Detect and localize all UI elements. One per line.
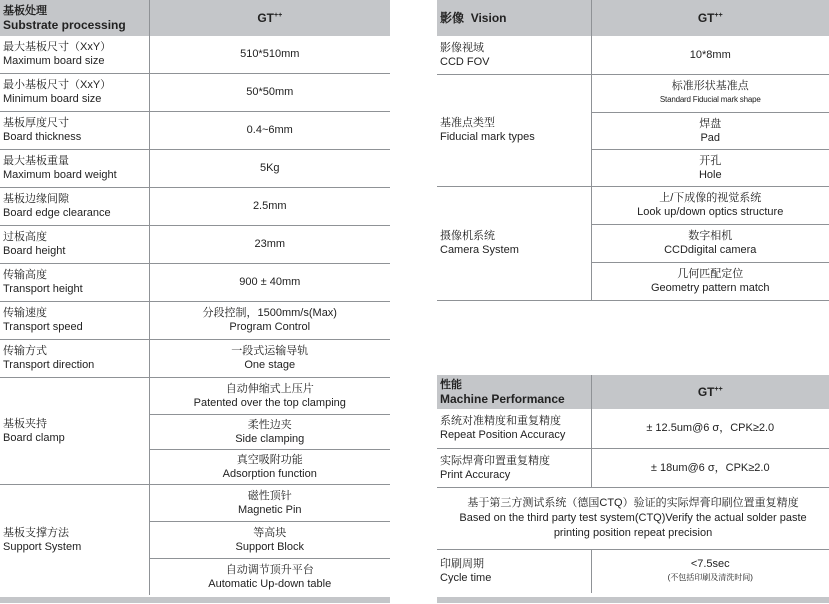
note-cn: 基于第三方测试系统（德国CTQ）验证的实际焊膏印刷位置重复精度 — [467, 496, 799, 509]
row-camera — [437, 186, 829, 224]
performance-header — [437, 375, 591, 409]
row-label-cn: 传输高度 — [3, 269, 47, 281]
row-fiducial — [437, 74, 829, 112]
row-value: ± 18um@6 σ，CPK≥2.0 — [591, 448, 829, 487]
row-board-clamp — [0, 377, 390, 414]
clamp-item-cn: 柔性边夹 — [247, 418, 292, 431]
row-value: 0.4~6mm — [149, 111, 390, 149]
vision-gt-header — [591, 0, 829, 36]
row-label-cn: 摄像机系统 — [440, 230, 495, 242]
row-transport-direction — [0, 339, 390, 377]
note-en: Based on the third party test system(CTQ)Verify the actual solder paste printing position repeat precision — [459, 511, 807, 539]
row-label-en: Repeat Position Accuracy — [440, 429, 566, 442]
gt-label: GT — [697, 11, 715, 25]
substrate-gt-header — [149, 0, 390, 36]
row-repeat-accuracy — [437, 409, 829, 448]
substrate-header-en: Substrate processing — [3, 18, 126, 32]
left-footer-bar — [0, 597, 390, 603]
row-value: 2.5mm — [149, 187, 390, 225]
fiducial-item-cn: 焊盘 — [699, 117, 722, 130]
row-label-en: Board clamp — [3, 431, 65, 444]
clamp-item-en: Adsorption function — [222, 467, 317, 480]
row-label-cn: 传输方式 — [3, 345, 47, 357]
row-value: ± 12.5um@6 σ，CPK≥2.0 — [591, 409, 829, 448]
row-ccd-fov — [437, 36, 829, 74]
row-label-cn: 系统对准精度和重复精度 — [440, 415, 561, 428]
vision-header — [437, 0, 591, 36]
clamp-item-cn: 自动伸缩式上压片 — [225, 382, 314, 395]
support-item-cn: 自动调节顶升平台 — [225, 563, 314, 576]
row-value: 23mm — [149, 225, 390, 263]
board-clamp-label — [0, 377, 149, 484]
row-min-board-size — [0, 73, 390, 111]
support-item-en: Support Block — [235, 540, 304, 553]
row-board-height — [0, 225, 390, 263]
row-label-en: Cycle time — [440, 572, 492, 585]
fiducial-item-cn: 标准形状基准点 — [671, 80, 749, 92]
performance-header-en: Machine Performance — [440, 392, 565, 406]
row-value: 900 ± 40mm — [149, 263, 390, 301]
substrate-header-cn: 基板处理 — [3, 5, 47, 17]
row-label-en: CCD FOV — [440, 55, 490, 68]
row-value-note: (不包括印刷及清洗时间) — [667, 573, 753, 583]
gt-sup: ++ — [273, 12, 283, 19]
row-label-en: Camera System — [440, 244, 519, 256]
row-label-en: Board thickness — [3, 131, 82, 143]
performance-table — [437, 375, 829, 593]
row-label-en: Maximum board size — [3, 55, 105, 68]
row-transport-speed — [0, 301, 390, 339]
clamp-item-en: Side clamping — [235, 432, 305, 445]
row-label-en: Support System — [3, 540, 82, 553]
camera-item-cn: 上/下成像的视觉系统 — [659, 192, 762, 204]
row-label-cn: 基板厚度尺寸 — [3, 117, 69, 129]
support-item-cn: 等高块 — [253, 526, 287, 539]
row-cycle-time — [437, 549, 829, 593]
vision-header-cn: 影像 — [440, 11, 465, 25]
row-label-cn: 印刷周期 — [440, 558, 484, 571]
fiducial-label — [437, 74, 591, 186]
row-value: 50*50mm — [149, 73, 390, 111]
fiducial-item-en: Standard Fiducial mark shape — [659, 95, 761, 104]
row-label-en: Transport direction — [3, 359, 95, 371]
row-label-cn: 影像视域 — [440, 41, 484, 54]
row-max-board-weight — [0, 149, 390, 187]
row-label-cn: 实际焊膏印置重复精度 — [440, 454, 550, 467]
row-value-en: One stage — [244, 359, 296, 371]
substrate-processing-table — [0, 0, 390, 595]
row-label-cn: 最大基板重量 — [3, 155, 69, 167]
camera-item-cn: 数字相机 — [688, 230, 733, 242]
row-label-en: Transport speed — [3, 321, 83, 333]
row-max-board-size — [0, 36, 390, 73]
row-label-en: Board height — [3, 245, 66, 257]
support-item-cn: 磁性顶针 — [247, 489, 292, 502]
vision-header-en: Vision — [470, 11, 507, 25]
row-transport-height — [0, 263, 390, 301]
substrate-header — [0, 0, 149, 36]
camera-item-en: CCDdigital camera — [664, 244, 757, 256]
row-value-en: Program Control — [229, 321, 311, 333]
gt-label: GT — [257, 11, 274, 25]
right-footer-bar — [437, 597, 829, 603]
row-label-cn: 最小基板尺寸（XxY） — [3, 79, 112, 91]
row-ctq-note — [437, 487, 829, 549]
fiducial-item-en: Pad — [700, 131, 721, 144]
clamp-item-en: Patented over the top clamping — [193, 396, 346, 409]
clamp-item-cn: 真空吸附功能 — [236, 453, 303, 466]
row-value: 510*510mm — [149, 36, 390, 73]
support-item-en: Automatic Up-down table — [208, 577, 332, 590]
row-label-en: Maximum board weight — [3, 169, 117, 181]
vision-table — [437, 0, 829, 301]
row-label-cn: 传输速度 — [3, 307, 47, 319]
camera-label — [437, 186, 591, 300]
row-label-en: Print Accuracy — [440, 468, 511, 481]
row-label-cn: 最大基板尺寸（XxY） — [3, 41, 112, 54]
row-value: 10*8mm — [591, 36, 829, 74]
row-label-cn: 基板夹持 — [3, 417, 47, 430]
fiducial-item-cn: 开孔 — [699, 154, 722, 167]
camera-item-en: Look up/down optics structure — [637, 206, 784, 218]
row-label-en: Fiducial mark types — [440, 131, 535, 143]
camera-item-cn: 几何匹配定位 — [677, 268, 744, 280]
row-value-cn: 一段式运输导轨 — [231, 345, 309, 357]
row-label-en: Board edge clearance — [3, 207, 111, 219]
gt-sup: ++ — [714, 12, 723, 19]
row-label-cn: 基板支撑方法 — [3, 526, 69, 539]
gt-sup: ++ — [714, 386, 723, 393]
support-item-en: Magnetic Pin — [237, 503, 302, 516]
row-value: 5Kg — [149, 149, 390, 187]
row-support-system — [0, 484, 390, 521]
support-system-label — [0, 484, 149, 595]
performance-gt-header — [591, 375, 829, 409]
gt-label: GT — [697, 385, 715, 399]
row-label-cn: 基准点类型 — [440, 117, 495, 129]
row-board-thickness — [0, 111, 390, 149]
row-board-edge-clearance — [0, 187, 390, 225]
row-label-cn: 基板边缘间隙 — [3, 193, 69, 205]
row-value: <7.5sec — [690, 558, 730, 571]
row-label-en: Minimum board size — [3, 93, 102, 105]
performance-header-cn: 性能 — [440, 379, 462, 391]
row-label-en: Transport height — [3, 283, 83, 295]
row-value-cn: 分段控制，1500mm/s(Max) — [202, 307, 337, 319]
row-print-accuracy — [437, 448, 829, 487]
fiducial-item-en: Hole — [698, 168, 722, 181]
camera-item-en: Geometry pattern match — [650, 282, 770, 294]
row-label-cn: 过板高度 — [3, 231, 47, 243]
